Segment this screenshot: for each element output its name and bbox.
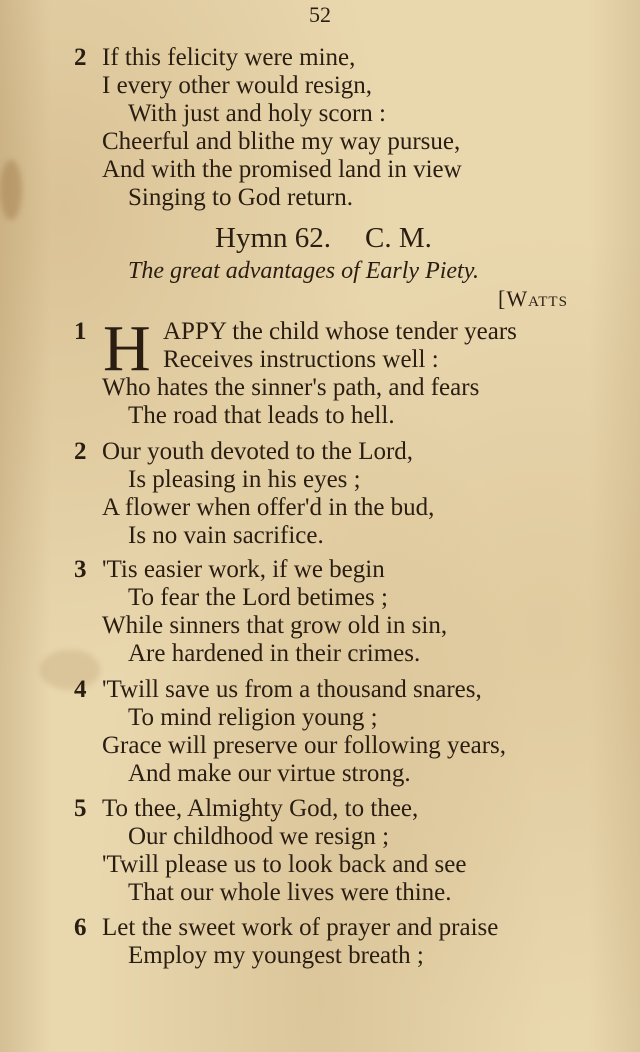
verse-line: While sinners that grow old in sin, — [102, 612, 448, 639]
verse-line: If this felicity were mine, — [102, 44, 356, 71]
verse-line: Grace will preserve our following years, — [102, 732, 507, 759]
verse-line: That our whole lives were thine. — [128, 879, 452, 906]
verse-line: Receives instructions well : — [163, 346, 439, 373]
verse-line: To fear the Lord betimes ; — [128, 584, 388, 611]
verse-line: To mind religion young ; — [128, 704, 378, 731]
verse-line: Who hates the sinner's path, and fears — [102, 374, 480, 401]
verse-line: Our youth devoted to the Lord, — [102, 438, 414, 465]
hymn-heading — [215, 222, 432, 255]
verse-line: 'Tis easier work, if we begin — [102, 556, 385, 583]
verse-line: Singing to God return. — [128, 184, 353, 211]
stanza-number: 3 — [74, 556, 87, 583]
verse-line: I every other would resign, — [102, 72, 373, 99]
verse-line: Is pleasing in his eyes ; — [128, 466, 361, 493]
stanza-number: 2 — [74, 44, 87, 71]
drop-cap: H — [103, 312, 151, 385]
stanza-number: 2 — [74, 438, 87, 465]
stanza-number: 5 — [74, 795, 87, 822]
first-word: APPY — [163, 318, 226, 345]
stanza-number: 1 — [74, 318, 87, 345]
verse-line: The road that leads to hell. — [128, 402, 395, 429]
verse-line: Our childhood we resign ; — [128, 823, 390, 850]
verse-line: A flower when offer'd in the bud, — [102, 494, 435, 521]
hymn-meter: C. M. — [365, 222, 432, 254]
hymn-author: [Watts — [498, 286, 568, 311]
verse-line: To thee, Almighty God, to thee, — [102, 795, 419, 822]
verse-line: And with the promised land in view — [102, 156, 462, 183]
verse-line: 'Twill please us to look back and see — [102, 851, 467, 878]
verse-line: 'Twill save us from a thousand snares, — [102, 676, 482, 703]
paper-stain — [0, 160, 22, 220]
verse-line-rest: the child whose tender years — [226, 318, 517, 345]
hymn-subtitle: The great advantages of Early Piety. — [128, 258, 480, 284]
page-number: 52 — [309, 2, 331, 27]
stanza-number: 6 — [74, 914, 87, 941]
stanza-number: 4 — [74, 676, 87, 703]
verse-line: Is no vain sacrifice. — [128, 522, 324, 549]
verse-line: Let the sweet work of prayer and praise — [102, 914, 499, 941]
verse-line: Are hardened in their crimes. — [128, 640, 421, 667]
hymn-title: Hymn 62. — [215, 222, 331, 254]
verse-line: With just and holy scorn : — [128, 100, 386, 127]
verse-line — [163, 318, 517, 346]
verse-line: And make our virtue strong. — [128, 760, 411, 787]
verse-line: Employ my youngest breath ; — [128, 942, 424, 969]
verse-line: Cheerful and blithe my way pursue, — [102, 128, 461, 155]
paper-stain — [40, 650, 100, 690]
